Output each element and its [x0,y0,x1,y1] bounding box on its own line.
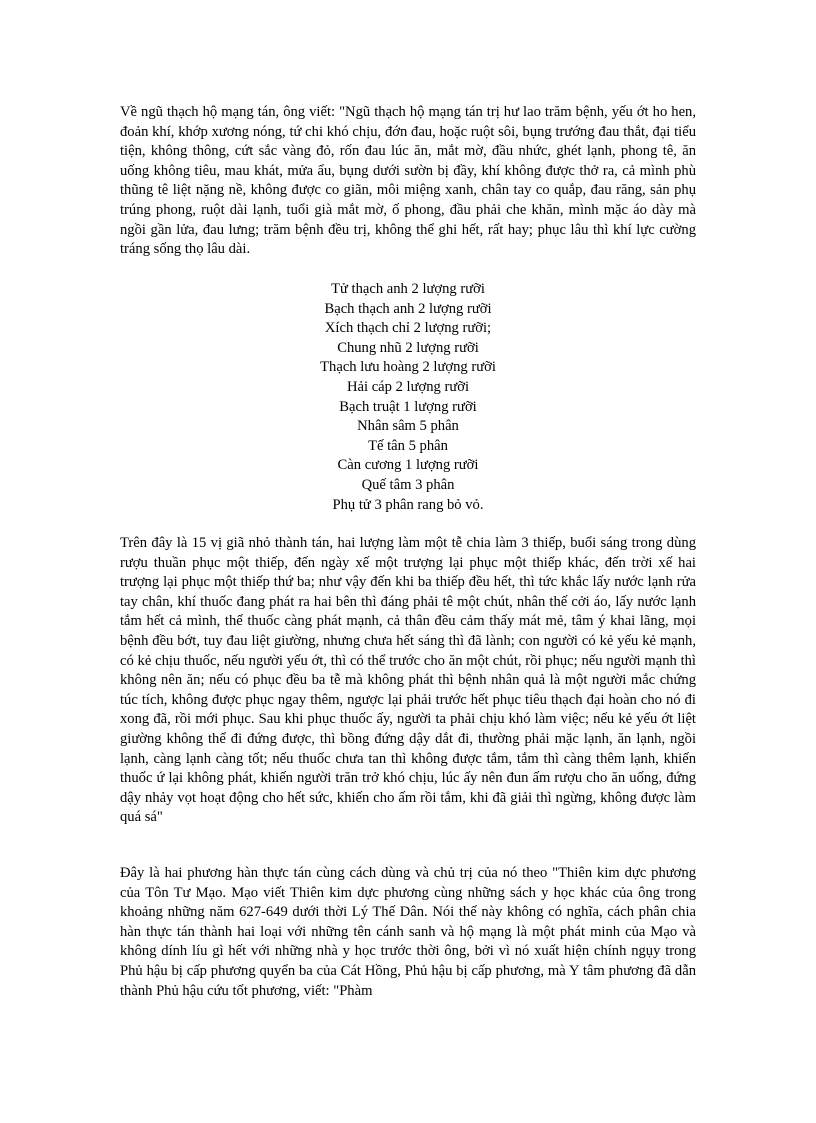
recipe-line: Thạch lưu hoàng 2 lượng rưỡi [320,359,496,376]
paragraph-historical-note: Đây là hai phương hàn thực tán cùng cách dùng và chủ trị của nó theo "Thiên kim dực phương của Tôn Tư Mạo. Mạo viết Thiên kim dực phương cùng những sách y học khác của ông trong khoảng những năm 627-649 dưới thời Lý Thế Dân. Nói thế này không có nghĩa, cách phân chia hàn thực tán thành hai loại với những tên cánh sanh và hộ mạng là một phát minh của Mạo và không dính líu gì hết với những nhà y học trước thời ông, bởi vì nó xuất hiện chính ngụy trong Phủ hậu bị cấp phương quyển ba của Cát Hồng, Phủ hậu bị cấp phương, mà Y tâm phương đã dẫn thành Phủ hậu cứu tốt phương, viết: "Phàm [120,865,696,999]
recipe-line: Hải cáp 2 lượng rưỡi [346,378,470,395]
paragraph-ngu-thach-ho-mang-tan: Về ngũ thạch hộ mạng tán, ông viết: "Ngũ thạch hộ mạng tán trị hư lao trăm bệnh, yếu ớt ho hen, đoản khí, khớp xương nóng, tứ chi khó chịu, đớn đau, hoặc ruột sôi, bụng trướng đau thắt, đại tiểu tiện, không thông, cứt sắc vàng đỏ, rốn đau lúc ăn, mắt mờ, đầu nhức, ghét lạnh, phong tê, ăn uống không tiêu, mau khát, mửa ẩu, bụng dưới sườn bị đầy, khí không được thở ra, cả mình phù thũng tê liệt nặng nề, không được co giãn, môi miệng xanh, chân tay co quắp, đau răng, sản phụ trúng phong, ruột dài lạnh, tuổi già mắt mờ, ố phong, đầu phải che khăn, mình mặc áo dày mà ngồi gần lửa, đau lưng; trăm bệnh đều trị, không thể ghi hết, rất hay; phục lâu thì khí lực cường tráng sống thọ lâu dài. [120,104,696,258]
recipe-line: Tế tân 5 phân [368,437,448,454]
recipe-line: Tử thạch anh 2 lượng rưỡi [331,281,485,297]
recipe-line: Càn cương 1 lượng rưỡi [337,457,479,474]
paragraph-preparation-usage: Trên đây là 15 vị giã nhỏ thành tán, hai lượng làm một tễ chia làm 3 thiếp, buổi sáng trong dùng rượu thuần phục một thiếp, đến ngày xế một trượng lại phục một thiếp khác, đến trời xế hai trượng lại phục một thiếp thứ ba; như vậy đến khi ba thiếp đều hết, thì tức khắc lấy nước lạnh rửa tay chân, khí thuốc đang phát ra hai bên thì đáng phải tê một chút, nhân thế cởi áo, lấy nước lạnh tắm hết cả mình, thế thuốc càng phát mạnh, cả thân đều cảm thấy mát mẻ, tâm ý khai lãng, mọi bệnh đều bớt, tuy đau liệt giường, nhưng chưa hết sáng thì đã lành; con người có kẻ yếu kẻ mạnh, có kẻ chịu thuốc, nếu người yếu ớt, thì có thể trước cho ăn một chút, rồi phục; nếu người mạnh thì không nên ăn; nếu có phục đều ba tễ mà không phát thì bệnh nhân quả là một người mắc chứng túc tích, không được phục ngay thêm, ngược lại phải trước hết phục tiêu thạch đại hoàn cho nó đi xong đã, rồi mới phục. Sau khi phục thuốc ấy, người ta phải chịu khó làm việc; nếu kẻ yếu ớt liệt giường không thể đi đứng được, thì bồng đứng dậy dắt đi, thường phải mặc lạnh, ăn lạnh, ngồi lạnh, càng lạnh càng tốt; nếu thuốc chưa tan thì không được tắm, tắm thì càng thêm lạnh, khiến thuốc ứ lại không phát, khiến người trăn trở khó chịu, lúc ấy nên đun ấm rượu cho ăn uống, đứng dậy nhảy vọt hoạt động cho hết sức, khiến cho ấm rồi tắm, khi đã giải thì ngừng, không được làm quá sá" [120,535,696,826]
recipe-ingredient-list [120,280,696,515]
recipe-line: Phụ tử 3 phân rang bỏ vỏ. [332,496,484,513]
recipe-line: Nhân sâm 5 phân [357,418,459,435]
recipe-line: Bạch thạch anh 2 lượng rưỡi [324,300,492,317]
recipe-line: Quế tâm 3 phân [361,476,455,493]
recipe-line: Chung nhũ 2 lượng rưỡi [337,339,479,356]
recipe-line: Bạch truật 1 lượng rưỡi [339,398,477,415]
recipe-line: Xích thạch chỉ 2 lượng rưỡi; [324,320,492,337]
